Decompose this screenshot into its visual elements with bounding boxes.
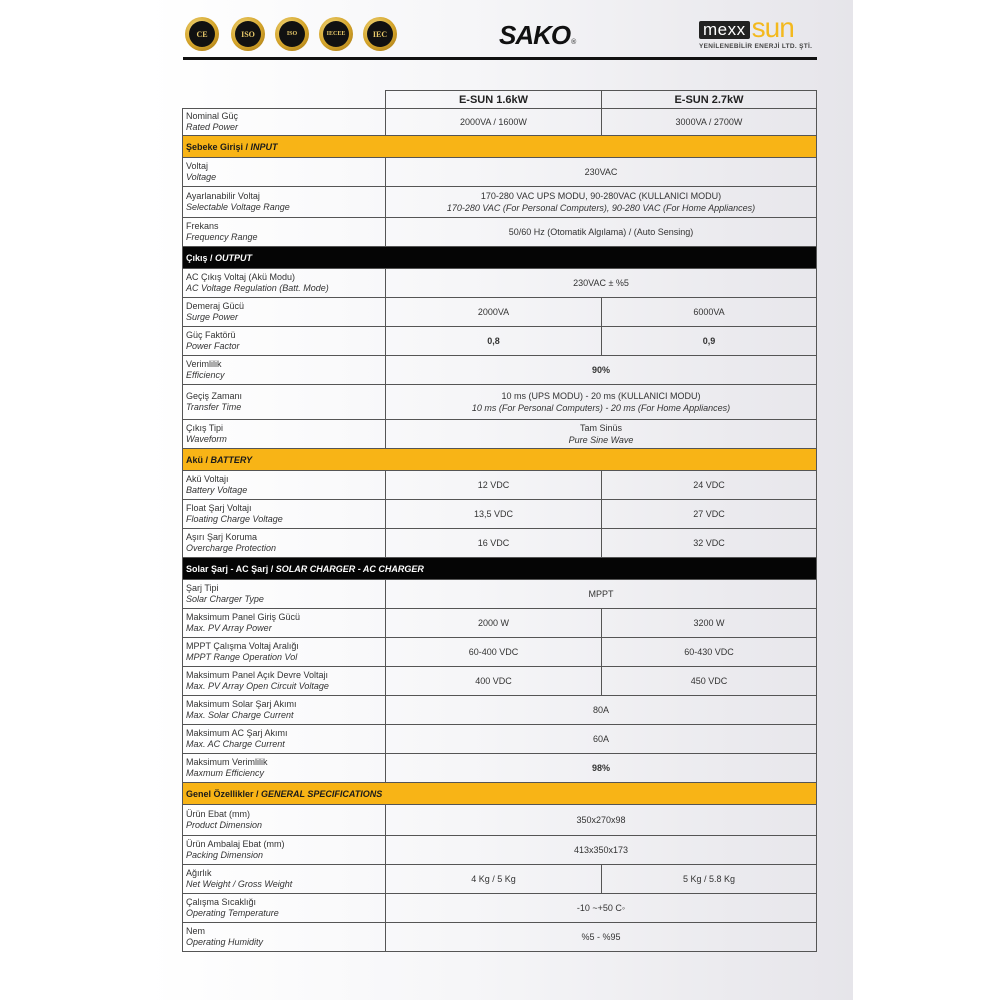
header-divider	[183, 57, 817, 60]
table-row: Maksimum AC Şarj Akımı Max. AC Charge Current 60A	[183, 725, 817, 754]
table-row: MPPT Çalışma Voltaj Aralığı MPPT Range Operation Vol 60-400 VDC 60-430 VDC	[183, 638, 817, 667]
table-row: Şarj Tipi Solar Charger Type MPPT	[183, 580, 817, 609]
column-header-2: E-SUN 2.7kW	[602, 91, 817, 109]
table-row: Voltaj Voltage 230VAC	[183, 158, 817, 187]
table-row: Demeraj Gücü Surge Power 2000VA 6000VA	[183, 298, 817, 327]
table-row: Nem Operating Humidity %5 - %95	[183, 923, 817, 952]
table-row: Ağırlık Net Weight / Gross Weight 4 Kg / 5 Kg 5 Kg / 5.8 Kg	[183, 865, 817, 894]
column-header-1: E-SUN 1.6kW	[386, 91, 602, 109]
table-row: Ayarlanabilir Voltaj Selectable Voltage Range 170-280 VAC UPS MODU, 90-280VAC (KULLANICI MODU) 170-280 VAC (For Personal Computers), 90-280 VAC (For Home Appliances)	[183, 187, 817, 218]
section-header-input: Şebeke Girişi / INPUT	[183, 136, 817, 158]
table-header-row	[183, 91, 817, 109]
page-header	[147, 0, 853, 62]
iec-badge-icon: IEC	[363, 17, 397, 51]
table-row: Maksimum Solar Şarj Akımı Max. Solar Charge Current 80A	[183, 696, 817, 725]
table-row: Geçiş Zamanı Transfer Time 10 ms (UPS MODU) - 20 ms (KULLANICI MODU) 10 ms (For Personal Computers) - 20 ms (For Home Appliances)	[183, 385, 817, 420]
table-row: Ürün Ebat (mm) Product Dimension 350x270x98	[183, 805, 817, 836]
table-row: Güç Faktörü Power Factor 0,8 0,9	[183, 327, 817, 356]
iso-badge-icon: ISO	[231, 17, 265, 51]
table-row: Maksimum Verimlilik Maxmum Efficiency 98%	[183, 754, 817, 783]
table-row: Float Şarj Voltajı Floating Charge Voltage 13,5 VDC 27 VDC	[183, 500, 817, 529]
spec-sheet-page	[147, 0, 853, 1000]
spec-table	[182, 90, 817, 952]
sako-logo: SAKO®	[499, 20, 576, 50]
section-header-battery: Akü / BATTERY	[183, 449, 817, 471]
table-row: Çalışma Sıcaklığı Operating Temperature -10 ~+50 C◦	[183, 894, 817, 923]
mexxsun-logo: mexx sun YENİLENEBİLİR ENERJİ LTD. ŞTİ.	[699, 12, 813, 50]
table-row: Maksimum Panel Giriş Gücü Max. PV Array Power 2000 W 3200 W	[183, 609, 817, 638]
table-row: Çıkış Tipi Waveform Tam Sinüs Pure Sine Wave	[183, 420, 817, 449]
table-row: AC Çıkış Voltaj (Akü Modu) AC Voltage Regulation (Batt. Mode) 230VAC ± %5	[183, 269, 817, 298]
certification-badges	[185, 17, 397, 51]
iecee-badge-icon: IECEE	[319, 17, 353, 51]
table-row: Aşırı Şarj Koruma Overcharge Protection 16 VDC 32 VDC	[183, 529, 817, 558]
table-row: Akü Voltajı Battery Voltage 12 VDC 24 VDC	[183, 471, 817, 500]
table-row: Ürün Ambalaj Ebat (mm) Packing Dimension 413x350x173	[183, 836, 817, 865]
section-header-charger: Solar Şarj - AC Şarj / SOLAR CHARGER - AC CHARGER	[183, 558, 817, 580]
table-row: Maksimum Panel Açık Devre Voltajı Max. PV Array Open Circuit Voltage 400 VDC 450 VDC	[183, 667, 817, 696]
section-header-output: Çıkış / OUTPUT	[183, 247, 817, 269]
iso-cert-badge-icon: ISO	[275, 17, 309, 51]
section-header-general: Genel Özellikler / GENERAL SPECIFICATIONS	[183, 783, 817, 805]
table-row: Frekans Frequency Range 50/60 Hz (Otomatik Algılama) / (Auto Sensing)	[183, 218, 817, 247]
table-row: Nominal Güç Rated Power 2000VA / 1600W 3000VA / 2700W	[183, 109, 817, 136]
ce-badge-icon: CE	[185, 17, 219, 51]
table-row: Verimlilik Efficiency 90%	[183, 356, 817, 385]
